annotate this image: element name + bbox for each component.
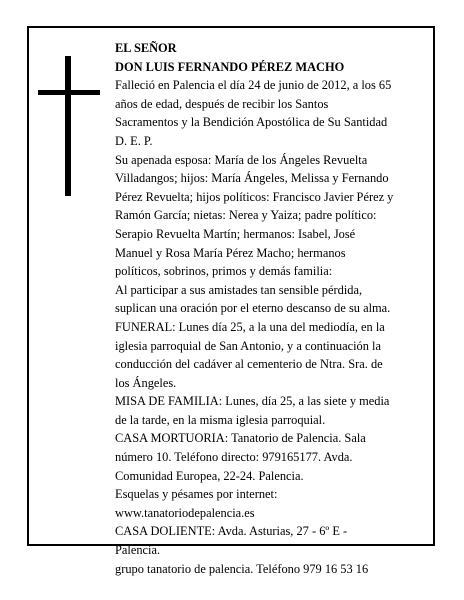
death-announcement [115, 76, 427, 150]
text-line: grupo tanatorio de palencia. Teléfono 979 16 53 16 [115, 561, 369, 576]
text-line: iglesia parroquial de San Antonio, y a continuación la [115, 338, 381, 353]
text-line: Su apenada esposa: María de los Ángeles Revuelta [115, 152, 368, 167]
cross-icon [38, 56, 100, 196]
family-home-address [115, 522, 427, 559]
text-line: Ramón García; nietas: Nerea y Yaiza; padre político: [115, 208, 377, 223]
obituary-text [115, 39, 427, 578]
heading-name: DON LUIS FERNANDO PÉREZ MACHO [115, 59, 345, 74]
text-line: CASA DOLIENTE: Avda. Asturias, 27 - 6º E - [115, 524, 348, 539]
text-line: FUNERAL: Lunes día 25, a la una del mediodía, en la [115, 319, 385, 334]
text-line: D. E. P. [115, 133, 153, 148]
funeral-group-contact [115, 560, 427, 579]
condolences-website: www.tanatoriodepalencia.es [115, 505, 255, 520]
text-line: Manuel y Rosa María Pérez Macho; hermanos [115, 245, 346, 260]
text-line: Palencia. [115, 543, 161, 558]
text-line: políticos, sobrinos, primos y demás familia: [115, 264, 333, 279]
text-line: Comunidad Europea, 22-24. Palencia. [115, 468, 304, 483]
text-line: años de edad, después de recibir los Santos [115, 96, 329, 111]
text-line: Al participar a sus amistades tan sensible pérdida, [115, 282, 363, 297]
heading-title: EL SEÑOR [115, 41, 177, 55]
cross-horizontal-bar [38, 90, 100, 95]
text-line: de la tarde, en la misma iglesia parroquial. [115, 412, 326, 427]
funeral-home-details [115, 429, 427, 485]
text-line: Sacramentos y la Bendición Apostólica de Su Santidad [115, 115, 388, 130]
text-line: número 10. Teléfono directo: 979165177. Avda. [115, 450, 353, 465]
text-line: suplican una oración por el eterno descanso de su alma. [115, 301, 391, 316]
text-line: Villadangos; hijos: María Ángeles, Melissa y Fernando [115, 171, 389, 186]
funeral-details [115, 318, 427, 392]
family-list [115, 151, 427, 281]
text-line: Esquelas y pésames por internet: [115, 487, 278, 502]
text-line: MISA DE FAMILIA: Lunes, día 25, a las siete y media [115, 394, 390, 409]
text-line: conducción del cadáver al cementerio de Ntra. Sra. de [115, 357, 383, 372]
prayer-request [115, 281, 427, 318]
online-condolences [115, 485, 427, 522]
text-line: Serapio Revuelta Martín; hermanos: Isabel, José [115, 226, 356, 241]
text-line: Pérez Revuelta; hijos políticos: Francisco Javier Pérez y [115, 189, 394, 204]
cross-vertical-bar [65, 56, 71, 196]
text-line: los Ángeles. [115, 375, 177, 390]
text-line: Falleció en Palencia el día 24 de junio de 2012, a los 65 [115, 78, 392, 93]
family-mass-details [115, 392, 427, 429]
text-line: CASA MORTUORIA: Tanatorio de Palencia. Sala [115, 431, 366, 446]
